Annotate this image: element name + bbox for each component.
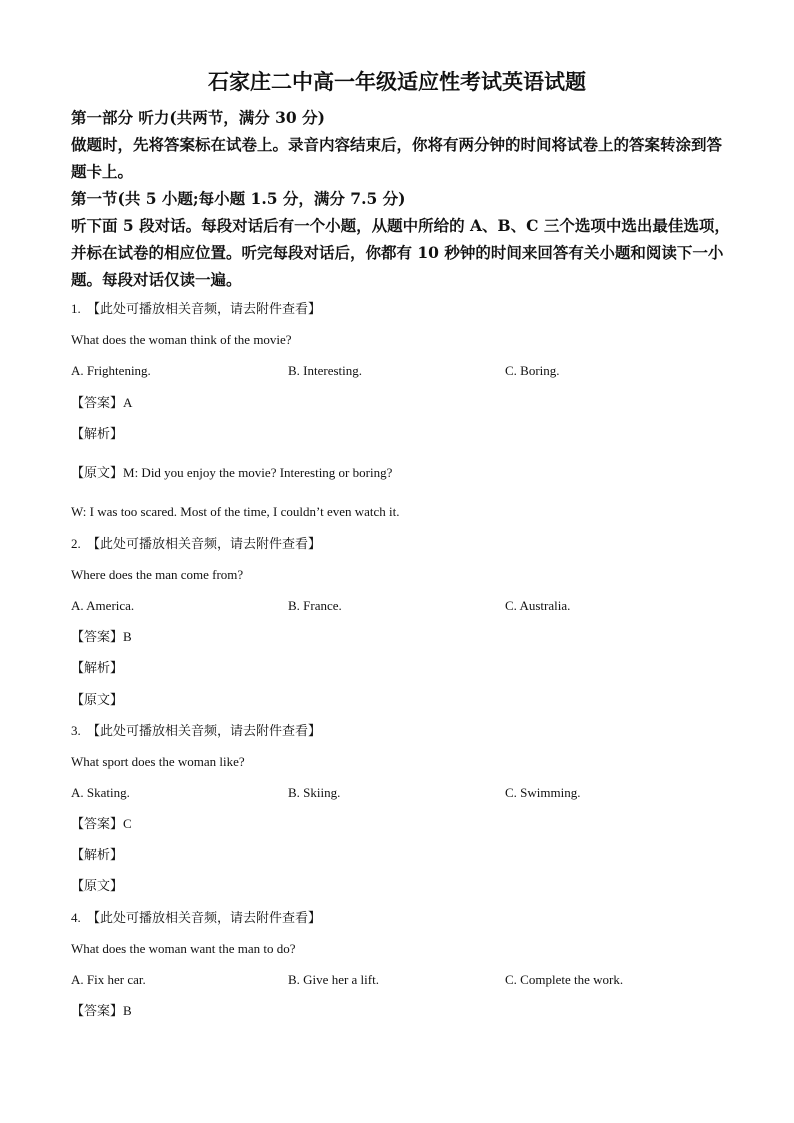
q3-original: 【原文】 [71,879,124,894]
audio-placeholder: 【此处可播放相关音频，请去附件查看】 [87,537,322,552]
q1-original-extra: W: I was too scared. Most of the time, I couldn’t even watch it. [71,504,400,519]
q3-option-c: C. Swimming. [505,785,581,800]
q4-audio-line: 4. 【此处可播放相关音频，请去附件查看】 [71,910,322,926]
q1-option-a: A. Frightening. [71,363,151,378]
q2-question: Where does the man come from? [71,567,244,582]
part1-heading: 第一部分 听力(共两节，满分 30 分) [71,108,325,127]
audio-placeholder: 【此处可播放相关音频，请去附件查看】 [87,302,322,317]
q2-answer: 【答案】B [71,629,132,645]
q1-original: 【原文】M: Did you enjoy the movie? Interesting or boring? [71,465,393,481]
q4-question: What does the woman want the man to do? [71,941,296,956]
q1-option-b: B. Interesting. [288,363,363,378]
exam-title: 石家庄二中高一年级适应性考试英语试题 [208,69,586,94]
q2-option-b: B. France. [288,598,342,613]
q1-answer: 【答案】A [71,395,133,411]
q4-option-c: C. Complete the work. [505,972,624,987]
q2-audio-line: 2. 【此处可播放相关音频，请去附件查看】 [71,536,322,552]
q1-audio-line: 1. 【此处可播放相关音频，请去附件查看】 [71,301,322,317]
q1-analysis: 【解析】 [71,427,124,442]
q2-option-c: C. Australia. [505,598,571,613]
section1-heading: 第一节(共 5 小题;每小题 1.5 分，满分 7.5 分) [71,189,406,208]
q3-option-b: B. Skiing. [288,785,341,800]
q3-answer: 【答案】C [71,816,132,832]
q3-audio-line: 3. 【此处可播放相关音频，请去附件查看】 [71,723,322,739]
q1-option-c: C. Boring. [505,363,560,378]
q2-original: 【原文】 [71,693,124,708]
q3-question: What sport does the woman like? [71,754,245,769]
q3-analysis: 【解析】 [71,848,124,863]
part1-instructions: 做题时，先将答案标在试卷上。录音内容结束后，你将有两分钟的时间将试卷上的答案转涂到答题卡上。 [71,135,723,181]
audio-placeholder: 【此处可播放相关音频，请去附件查看】 [87,724,322,739]
q4-option-a: A. Fix her car. [71,972,146,987]
q3-option-a: A. Skating. [71,785,130,800]
q1-question: What does the woman think of the movie? [71,332,292,347]
section1-instructions: 听下面 5 段对话。每段对话后有一个小题，从题中所给的 A、B、C 三个选项中选出最佳选项，并标在试卷的相应位置。听完每段对话后，你都有 10 秒钟的时间来回答有关小题和阅读下一小题。每段对话仅读一遍。 [71,216,730,289]
audio-placeholder: 【此处可播放相关音频，请去附件查看】 [87,911,322,926]
q2-option-a: A. America. [71,598,135,613]
q4-option-b: B. Give her a lift. [288,972,379,987]
q2-analysis: 【解析】 [71,661,124,676]
q4-answer: 【答案】B [71,1003,132,1019]
